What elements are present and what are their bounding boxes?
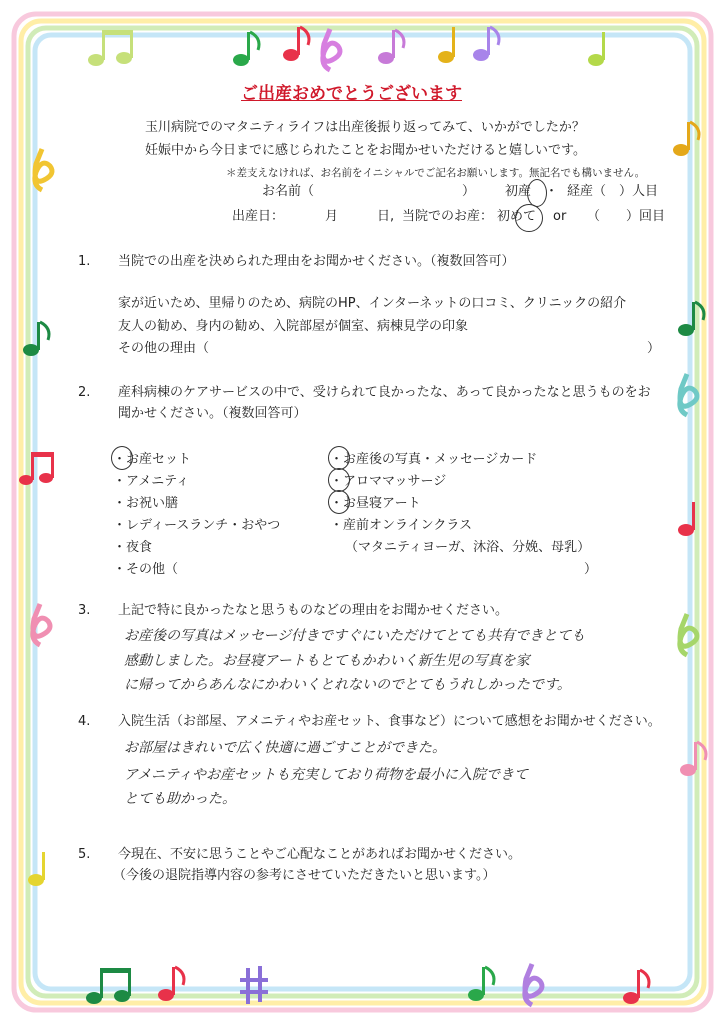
- first-time-option[interactable]: 初めて: [497, 209, 537, 224]
- q1-reasons-line-2: 友人の勧め、身内の勧め、入院部屋が個室、病棟見学の印象: [118, 319, 468, 334]
- aroma-massage-circle-mark: [328, 468, 350, 492]
- nap-art-circle-mark: [328, 490, 350, 514]
- eighth-note-icon: [473, 27, 499, 61]
- q2-number: 2.: [78, 385, 91, 400]
- q2-option-night-snack[interactable]: ・夜食: [113, 540, 153, 555]
- treble-clef-icon: [35, 149, 52, 190]
- treble-clef-icon: [525, 964, 542, 1005]
- postpartum-photo-circle-mark: [328, 446, 350, 470]
- primipara-circle-mark: [527, 179, 547, 207]
- q2-option-other[interactable]: ・その他（: [113, 562, 179, 577]
- q3-handwritten-answer-line-2: 感動しました。お昼寝アートもとてもかわいく新生児の写真を家: [124, 653, 530, 669]
- quarter-note-icon: [678, 502, 695, 536]
- at-hospital-label: 当院でのお産：: [402, 209, 494, 224]
- eighth-note-icon: [283, 27, 309, 61]
- initials-note: ＊差支えなければ、お名前をイニシャルでご記名お願いします。無記名でも構いません。: [226, 167, 646, 179]
- q5-number: 5.: [78, 847, 91, 862]
- q2-other-close: ）: [584, 562, 598, 577]
- q5-subtext: （今後の退院指導内容の参考にさせていただきたいと思います。）: [113, 868, 496, 883]
- q1-text: 当院での出産を決められた理由をお聞かせください。（複数回答可）: [118, 254, 515, 269]
- multipara-option[interactable]: 経産（ ）人目: [567, 184, 659, 199]
- quarter-note-icon: [438, 27, 455, 63]
- q2-option-birth-set[interactable]: ・お産セット: [113, 452, 192, 467]
- q2-text-line-1: 産科病棟のケアサービスの中で、受けられて良かったな、あって良かったなと思うものをお: [118, 385, 651, 400]
- q4-handwritten-answer-line-3: とても助かった。: [124, 791, 236, 807]
- q1-number: 1.: [78, 254, 91, 269]
- intro-line-2: 妊娠中から今日までに感じられたことをお聞かせいただけると嬉しいです。: [145, 143, 586, 158]
- birth-set-circle-mark: [111, 446, 133, 470]
- page-title: ご出産おめでとうございます: [241, 84, 462, 104]
- treble-clef-icon: [33, 604, 50, 645]
- q3-handwritten-answer-line-3: に帰ってからあんなにかわいくとれないのでとてもうれしかったです。: [124, 677, 571, 693]
- q2-option-online-class[interactable]: ・産前オンラインクラス: [330, 518, 472, 533]
- q4-handwritten-answer-line-2: アメニティやお産セットも充実しており荷物を最小に入院できて: [124, 767, 529, 783]
- day-label: 日,: [377, 209, 395, 224]
- q1-other-close: ）: [647, 341, 661, 356]
- name-label: お名前（: [262, 184, 315, 199]
- or-label: or: [553, 209, 567, 224]
- q2-option-celebration-meal[interactable]: ・お祝い膳: [113, 496, 179, 511]
- times-option[interactable]: （ ）回目: [587, 209, 666, 224]
- birthdate-label: 出産日：: [232, 209, 285, 224]
- primipara-option[interactable]: 初産: [505, 184, 532, 199]
- q4-text: 入院生活（お部屋、アメニティやお産セット、食事など）について感想をお聞かせください。: [118, 714, 661, 729]
- q3-number: 3.: [78, 603, 91, 618]
- q4-handwritten-answer-line-1: お部屋はきれいで広く快適に過ごすことができた。: [124, 740, 446, 756]
- q2-option-nap-art[interactable]: ・お昼寝アート: [330, 496, 421, 511]
- beamed-notes-icon: [86, 968, 131, 1004]
- month-label: 月: [325, 209, 339, 224]
- q3-text: 上記で特に良かったなと思うものなどの理由をお聞かせください。: [118, 603, 509, 618]
- q1-other-reason: その他の理由（: [118, 341, 210, 356]
- q2-option-aroma-massage[interactable]: ・アロママッサージ: [330, 474, 447, 489]
- first-time-circle-mark: [515, 204, 543, 232]
- q4-number: 4.: [78, 714, 91, 729]
- q3-handwritten-answer-line-1: お産後の写真はメッセージ付きですぐにいただけてとても共有できとても: [124, 628, 586, 644]
- q2-option-ladies-lunch[interactable]: ・レディースランチ・おやつ: [113, 518, 281, 533]
- q2-option-amenity[interactable]: ・アメニティ: [113, 474, 190, 489]
- name-close: ）: [462, 184, 476, 199]
- q2-text-line-2: 聞かせください。（複数回答可）: [118, 406, 307, 421]
- intro-line-1: 玉川病院でのマタニティライフは出産後振り返ってみて、いかがでしたか？: [145, 120, 585, 135]
- q1-reasons-line-1: 家が近いため、里帰りのため、病院のHP、インターネットの口コミ、クリニックの紹介: [118, 296, 627, 311]
- separator-dot: ・: [545, 184, 559, 199]
- q2-option-postpartum-photo[interactable]: ・お産後の写真・メッセージカード: [330, 452, 538, 467]
- q5-text: 今現在、不安に思うことやご心配なことがあればお聞かせください。: [118, 847, 522, 862]
- q2-online-class-detail: （マタニティヨーガ、沐浴、分娩、母乳）: [345, 540, 591, 555]
